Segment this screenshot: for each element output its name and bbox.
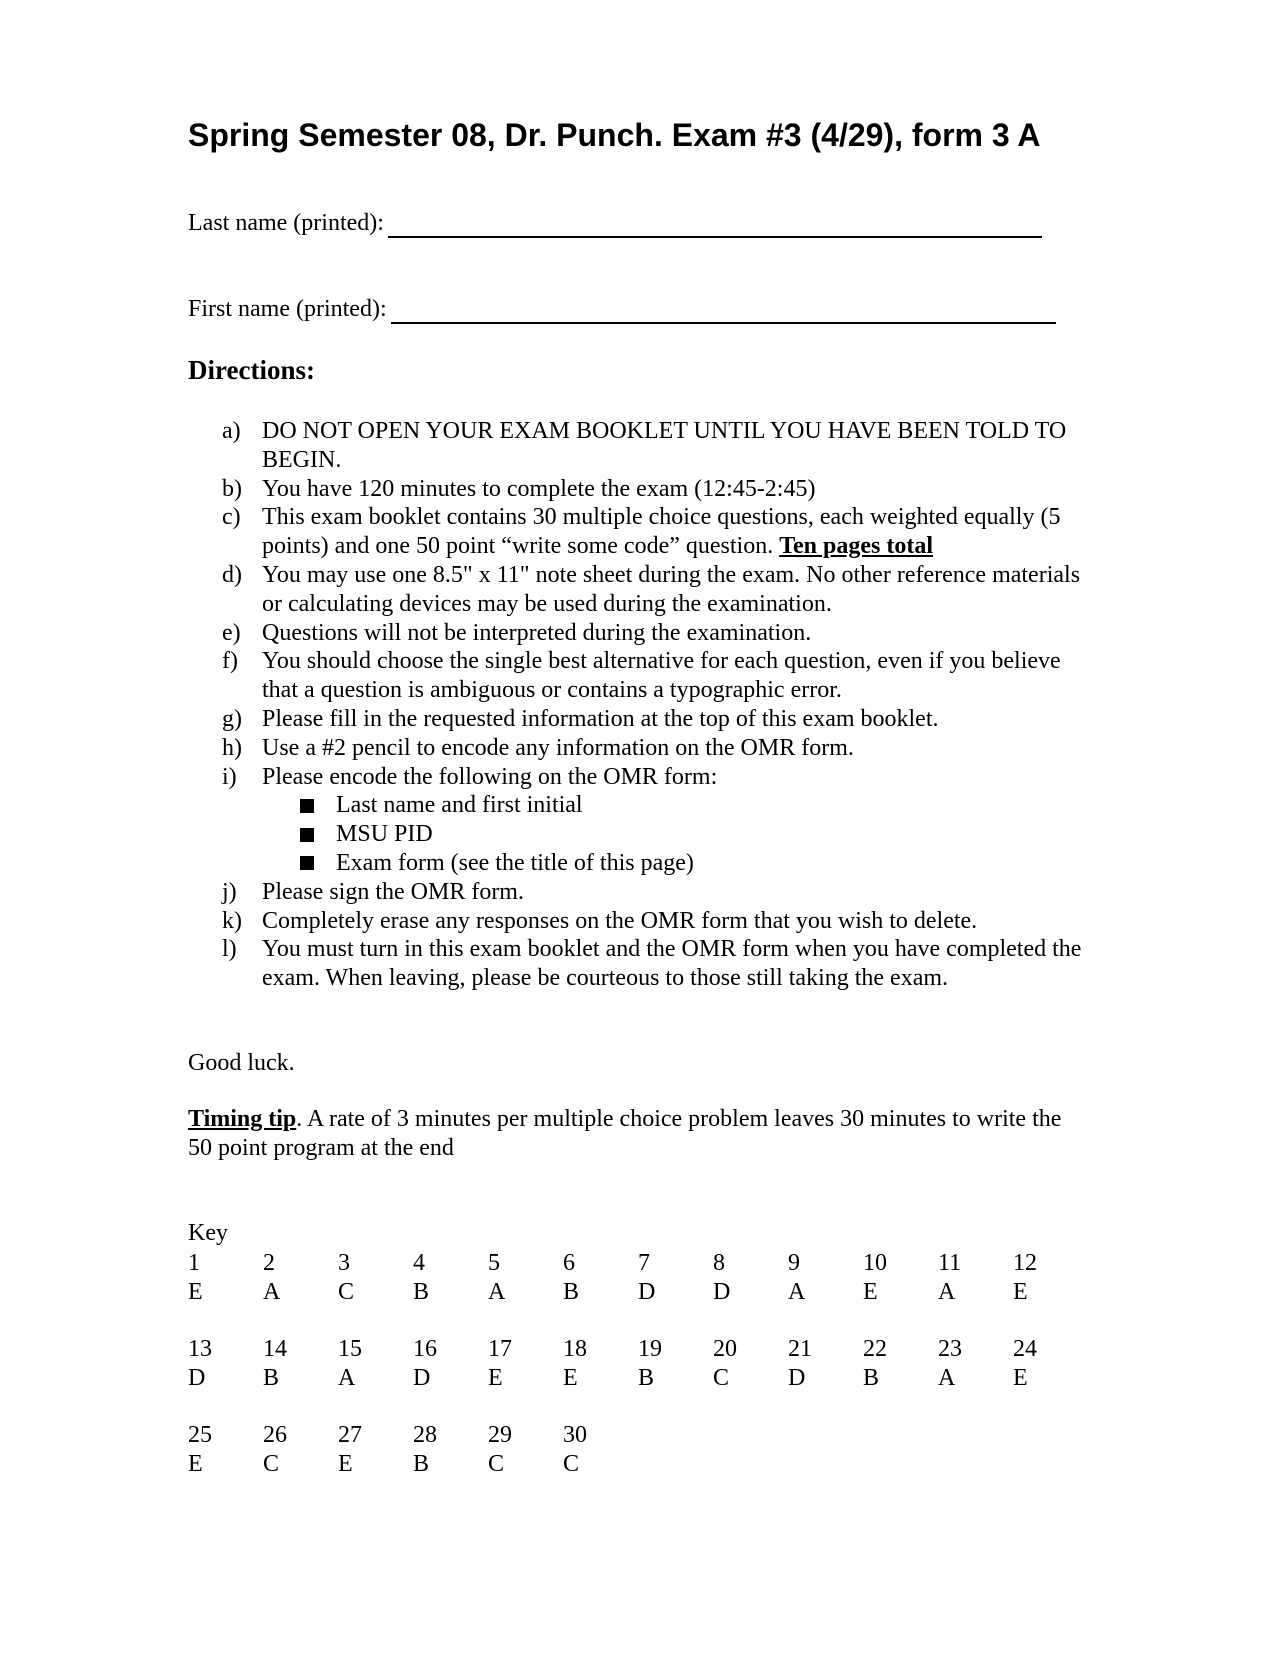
omr-list-item: Exam form (see the title of this page) bbox=[222, 849, 1102, 878]
answer-key-cell: 30 C bbox=[563, 1422, 587, 1477]
answer-key-row bbox=[188, 1421, 1088, 1507]
timing-tip bbox=[188, 1105, 1088, 1163]
timing-tip-text: . A rate of 3 minutes per multiple choice problem leaves 30 minutes to write the 50 point program at the end bbox=[188, 1106, 1062, 1161]
first-name-write-line bbox=[391, 322, 1056, 324]
direction-item: k) Completely erase any responses on the OMR form that you wish to delete. bbox=[222, 907, 978, 934]
answer-key-cell: 19 B bbox=[638, 1336, 662, 1391]
first-name-field bbox=[188, 296, 387, 323]
answer-key-cell: 27 E bbox=[338, 1422, 362, 1477]
answer-key-cell: 14 B bbox=[263, 1336, 287, 1391]
last-name-write-line bbox=[388, 236, 1042, 238]
answer-key-cell: 15 A bbox=[338, 1336, 362, 1391]
direction-item: c) This exam booklet contains 30 multiple choice questions, each weighted equally (5 points) and one 50 point “write some code” question. Ten pages total bbox=[222, 504, 1061, 560]
answer-key-cell: 26 C bbox=[263, 1422, 287, 1477]
square-bullet-icon bbox=[300, 856, 314, 870]
answer-key-cell: 12 E bbox=[1013, 1250, 1037, 1305]
answer-key-cell: 28 B bbox=[413, 1422, 437, 1477]
answer-key-cell: 3 C bbox=[338, 1250, 355, 1305]
answer-key-cell: 21 D bbox=[788, 1336, 812, 1391]
direction-item: a) DO NOT OPEN YOUR EXAM BOOKLET UNTIL YOU HAVE BEEN TOLD TO BEGIN. bbox=[222, 418, 1067, 473]
square-bullet-icon bbox=[300, 799, 314, 813]
direction-item: d) You may use one 8.5" x 11" note sheet during the exam. No other reference materials or calculating devices may be used during the examination. bbox=[222, 561, 1081, 617]
direction-item: h) Use a #2 pencil to encode any information on the OMR form. bbox=[222, 734, 854, 761]
page-title: Spring Semester 08, Dr. Punch. Exam #3 (4/29), form 3 A bbox=[188, 117, 1041, 153]
answer-key-cell: 2 A bbox=[263, 1250, 281, 1305]
answer-key-cell: 16 D bbox=[413, 1336, 437, 1391]
answer-key-cell: 18 E bbox=[563, 1336, 587, 1391]
answer-key-cell: 9 A bbox=[788, 1250, 806, 1305]
answer-key-cell: 29 C bbox=[488, 1422, 512, 1477]
answer-key-cell: 11 A bbox=[938, 1250, 962, 1305]
omr-list-item: MSU PID bbox=[222, 820, 1102, 849]
answer-key-cell: 17 E bbox=[488, 1336, 512, 1391]
first-name-label: First name (printed): bbox=[188, 296, 387, 322]
direction-item: f) You should choose the single best alternative for each question, even if you believe that a question is ambiguous or contains a typographic error. bbox=[222, 648, 1061, 704]
answer-key-cell: 24 E bbox=[1013, 1336, 1037, 1391]
answer-key-cell: 1 E bbox=[188, 1250, 203, 1305]
last-name-field bbox=[188, 210, 384, 237]
directions-heading: Directions: bbox=[188, 355, 315, 385]
answer-key-row bbox=[188, 1335, 1088, 1421]
direction-item: i) Please encode the following on the OMR form: bbox=[222, 763, 718, 790]
answer-key-grid bbox=[188, 1249, 1088, 1507]
answer-key-cell: 7 D bbox=[638, 1250, 656, 1305]
direction-item: j) Please sign the OMR form. bbox=[222, 878, 524, 905]
answer-key-cell: 5 A bbox=[488, 1250, 506, 1305]
answer-key-cell: 20 C bbox=[713, 1336, 737, 1391]
timing-tip-label: Timing tip bbox=[188, 1106, 297, 1132]
direction-item: l) You must turn in this exam booklet and the OMR form when you have completed the exam. When leaving, please be courteous to those still taking the exam. bbox=[222, 936, 1082, 992]
directions-list bbox=[222, 417, 1102, 993]
omr-list-item: Last name and first initial bbox=[222, 791, 1102, 820]
answer-key-heading: Key bbox=[188, 1220, 228, 1246]
answer-key-cell: 13 D bbox=[188, 1336, 212, 1391]
direction-item: b) You have 120 minutes to complete the exam (12:45-2:45) bbox=[222, 475, 816, 502]
good-luck-text: Good luck. bbox=[188, 1050, 295, 1076]
square-bullet-icon bbox=[300, 828, 314, 842]
direction-item: e) Questions will not be interpreted during the examination. bbox=[222, 619, 812, 646]
answer-key-cell: 8 D bbox=[713, 1250, 731, 1305]
direction-item: g) Please fill in the requested information at the top of this exam booklet. bbox=[222, 705, 939, 732]
pages-total-emphasis: Ten pages total bbox=[779, 533, 934, 560]
answer-key-cell: 25 E bbox=[188, 1422, 212, 1477]
answer-key-row bbox=[188, 1249, 1088, 1335]
answer-key-cell: 4 B bbox=[413, 1250, 430, 1305]
last-name-label: Last name (printed): bbox=[188, 210, 384, 236]
answer-key-cell: 23 A bbox=[938, 1336, 962, 1391]
answer-key-cell: 22 B bbox=[863, 1336, 887, 1391]
answer-key-cell: 10 E bbox=[863, 1250, 887, 1305]
answer-key-cell: 6 B bbox=[563, 1250, 580, 1305]
